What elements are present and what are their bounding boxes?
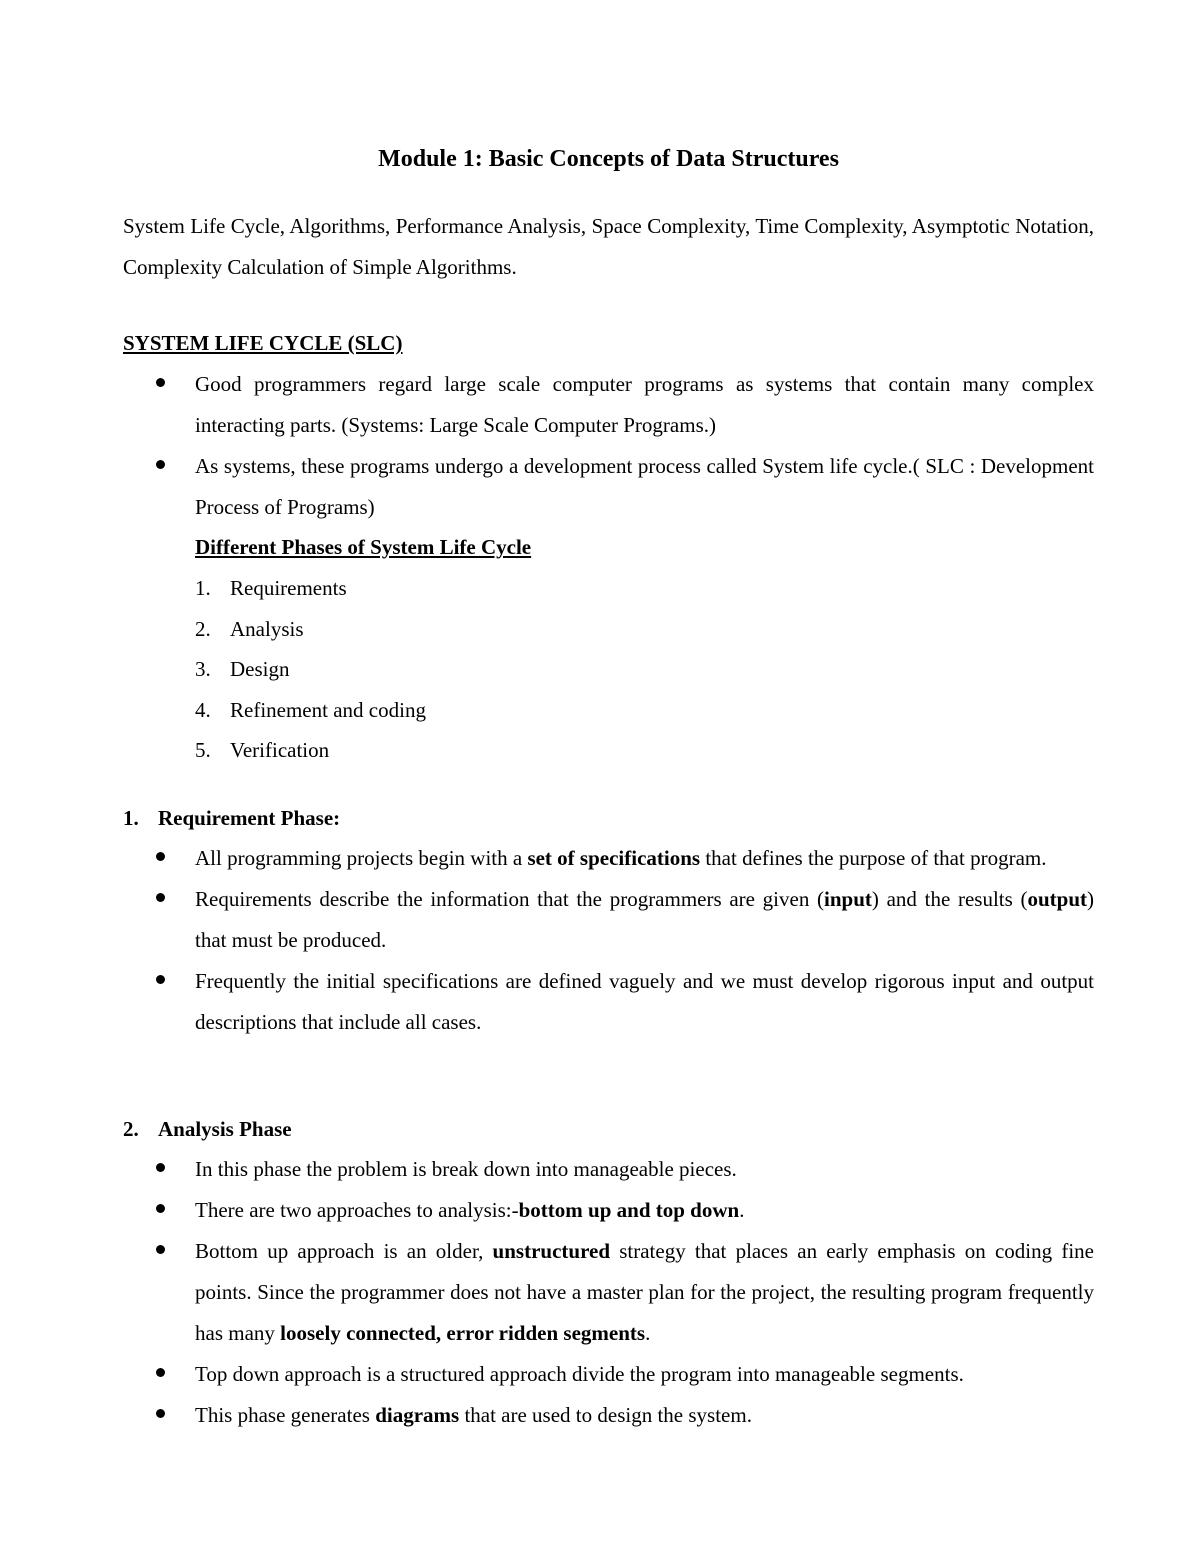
text-run: ) that must be produced. — [195, 887, 1094, 952]
section-number: 2. — [123, 1117, 139, 1141]
bold-text: output — [1027, 887, 1087, 911]
bullet-icon — [156, 378, 165, 387]
text-run: ) and the results ( — [871, 887, 1028, 911]
text-run: All programming projects begin with a — [195, 846, 528, 870]
phase-label: Analysis — [230, 616, 304, 641]
text-run: This phase generates — [195, 1403, 376, 1427]
list-item — [123, 1395, 1094, 1436]
phase-label: Design — [230, 657, 290, 681]
text-run: that are used to design the system. — [459, 1403, 752, 1427]
bullet-icon — [156, 460, 165, 469]
text-run: . — [645, 1321, 651, 1345]
page-title: Module 1: Basic Concepts of Data Structures — [378, 146, 839, 172]
list-item — [123, 838, 1094, 879]
phase-label: Requirements — [230, 576, 347, 600]
bullet-icon — [156, 1163, 165, 1172]
list-item — [123, 446, 1094, 528]
text-run: There are two approaches to analysis:- — [195, 1198, 519, 1222]
bullet-icon — [156, 1204, 165, 1213]
text-run: Frequently the initial specifications are defined vaguely and we must develop rigorous input and output descriptions that include all cases. — [195, 969, 1094, 1034]
list-item — [123, 961, 1094, 1043]
text-run: Top down approach is a structured approach divide the program into manageable segments. — [195, 1362, 964, 1386]
list-item — [123, 364, 1094, 446]
bold-text: input — [824, 887, 872, 911]
phase-label: Verification — [230, 738, 330, 762]
list-item — [123, 1149, 1094, 1190]
text-run: In this phase the problem is break down into manageable pieces. — [195, 1157, 737, 1181]
section-title: Requirement Phase: — [158, 806, 341, 830]
bullet-icon — [156, 1245, 165, 1254]
list-number: 2. — [195, 616, 211, 641]
list-number: 3. — [195, 657, 211, 681]
section-number: 1. — [123, 806, 139, 830]
slc-bullet-list — [123, 364, 1094, 528]
slc-heading: SYSTEM LIFE CYCLE (SLC) — [123, 331, 403, 355]
list-item — [123, 1231, 1094, 1354]
bold-text: loosely connected, error ridden segments — [280, 1321, 646, 1345]
bullet-icon — [156, 1409, 165, 1418]
bullet-icon — [156, 975, 165, 984]
slc-bullet-text-2: As systems, these programs undergo a development process called System life cycle.( SLC : Development Process of Programs) — [195, 454, 1094, 519]
intro-paragraph: System Life Cycle, Algorithms, Performance Analysis, Space Complexity, Time Complexity, Asymptotic Notation, Complexity Calculation of Simple Algorithms. — [123, 214, 1094, 279]
analysis-bullet-list — [123, 1149, 1094, 1436]
requirement-bullet-list — [123, 838, 1094, 1043]
list-number: 5. — [195, 738, 211, 762]
bullet-icon — [156, 893, 165, 902]
bullet-icon — [156, 852, 165, 861]
bullet-icon — [156, 1368, 165, 1377]
bold-text: unstructured — [492, 1239, 611, 1263]
phases-heading: Different Phases of System Life Cycle — [195, 535, 532, 559]
list-item — [123, 1190, 1094, 1231]
text-run: Bottom up approach is an older, — [195, 1239, 493, 1263]
list-number: 1. — [195, 576, 211, 600]
text-run: that defines the purpose of that program. — [700, 846, 1047, 870]
text-run: Requirements describe the information that the programmers are given ( — [195, 887, 825, 911]
phase-label: Refinement and coding — [230, 697, 426, 722]
bold-text: set of specifications — [527, 846, 701, 870]
text-run: . — [739, 1198, 745, 1222]
list-item — [123, 1354, 1094, 1395]
bold-text: diagrams — [375, 1403, 460, 1427]
section-title: Analysis Phase — [158, 1117, 292, 1141]
text-run: strategy that places an early emphasis on coding fine points. Since the programmer does not have a master plan for the project, the resulting program frequently has many — [195, 1239, 1094, 1345]
list-item — [123, 879, 1094, 961]
bold-text: bottom up and top down — [518, 1198, 740, 1222]
list-number: 4. — [195, 697, 211, 722]
slc-bullet-text-1: Good programmers regard large scale computer programs as systems that contain many complex interacting parts. (Systems: Large Scale Computer Programs.) — [195, 372, 1094, 437]
